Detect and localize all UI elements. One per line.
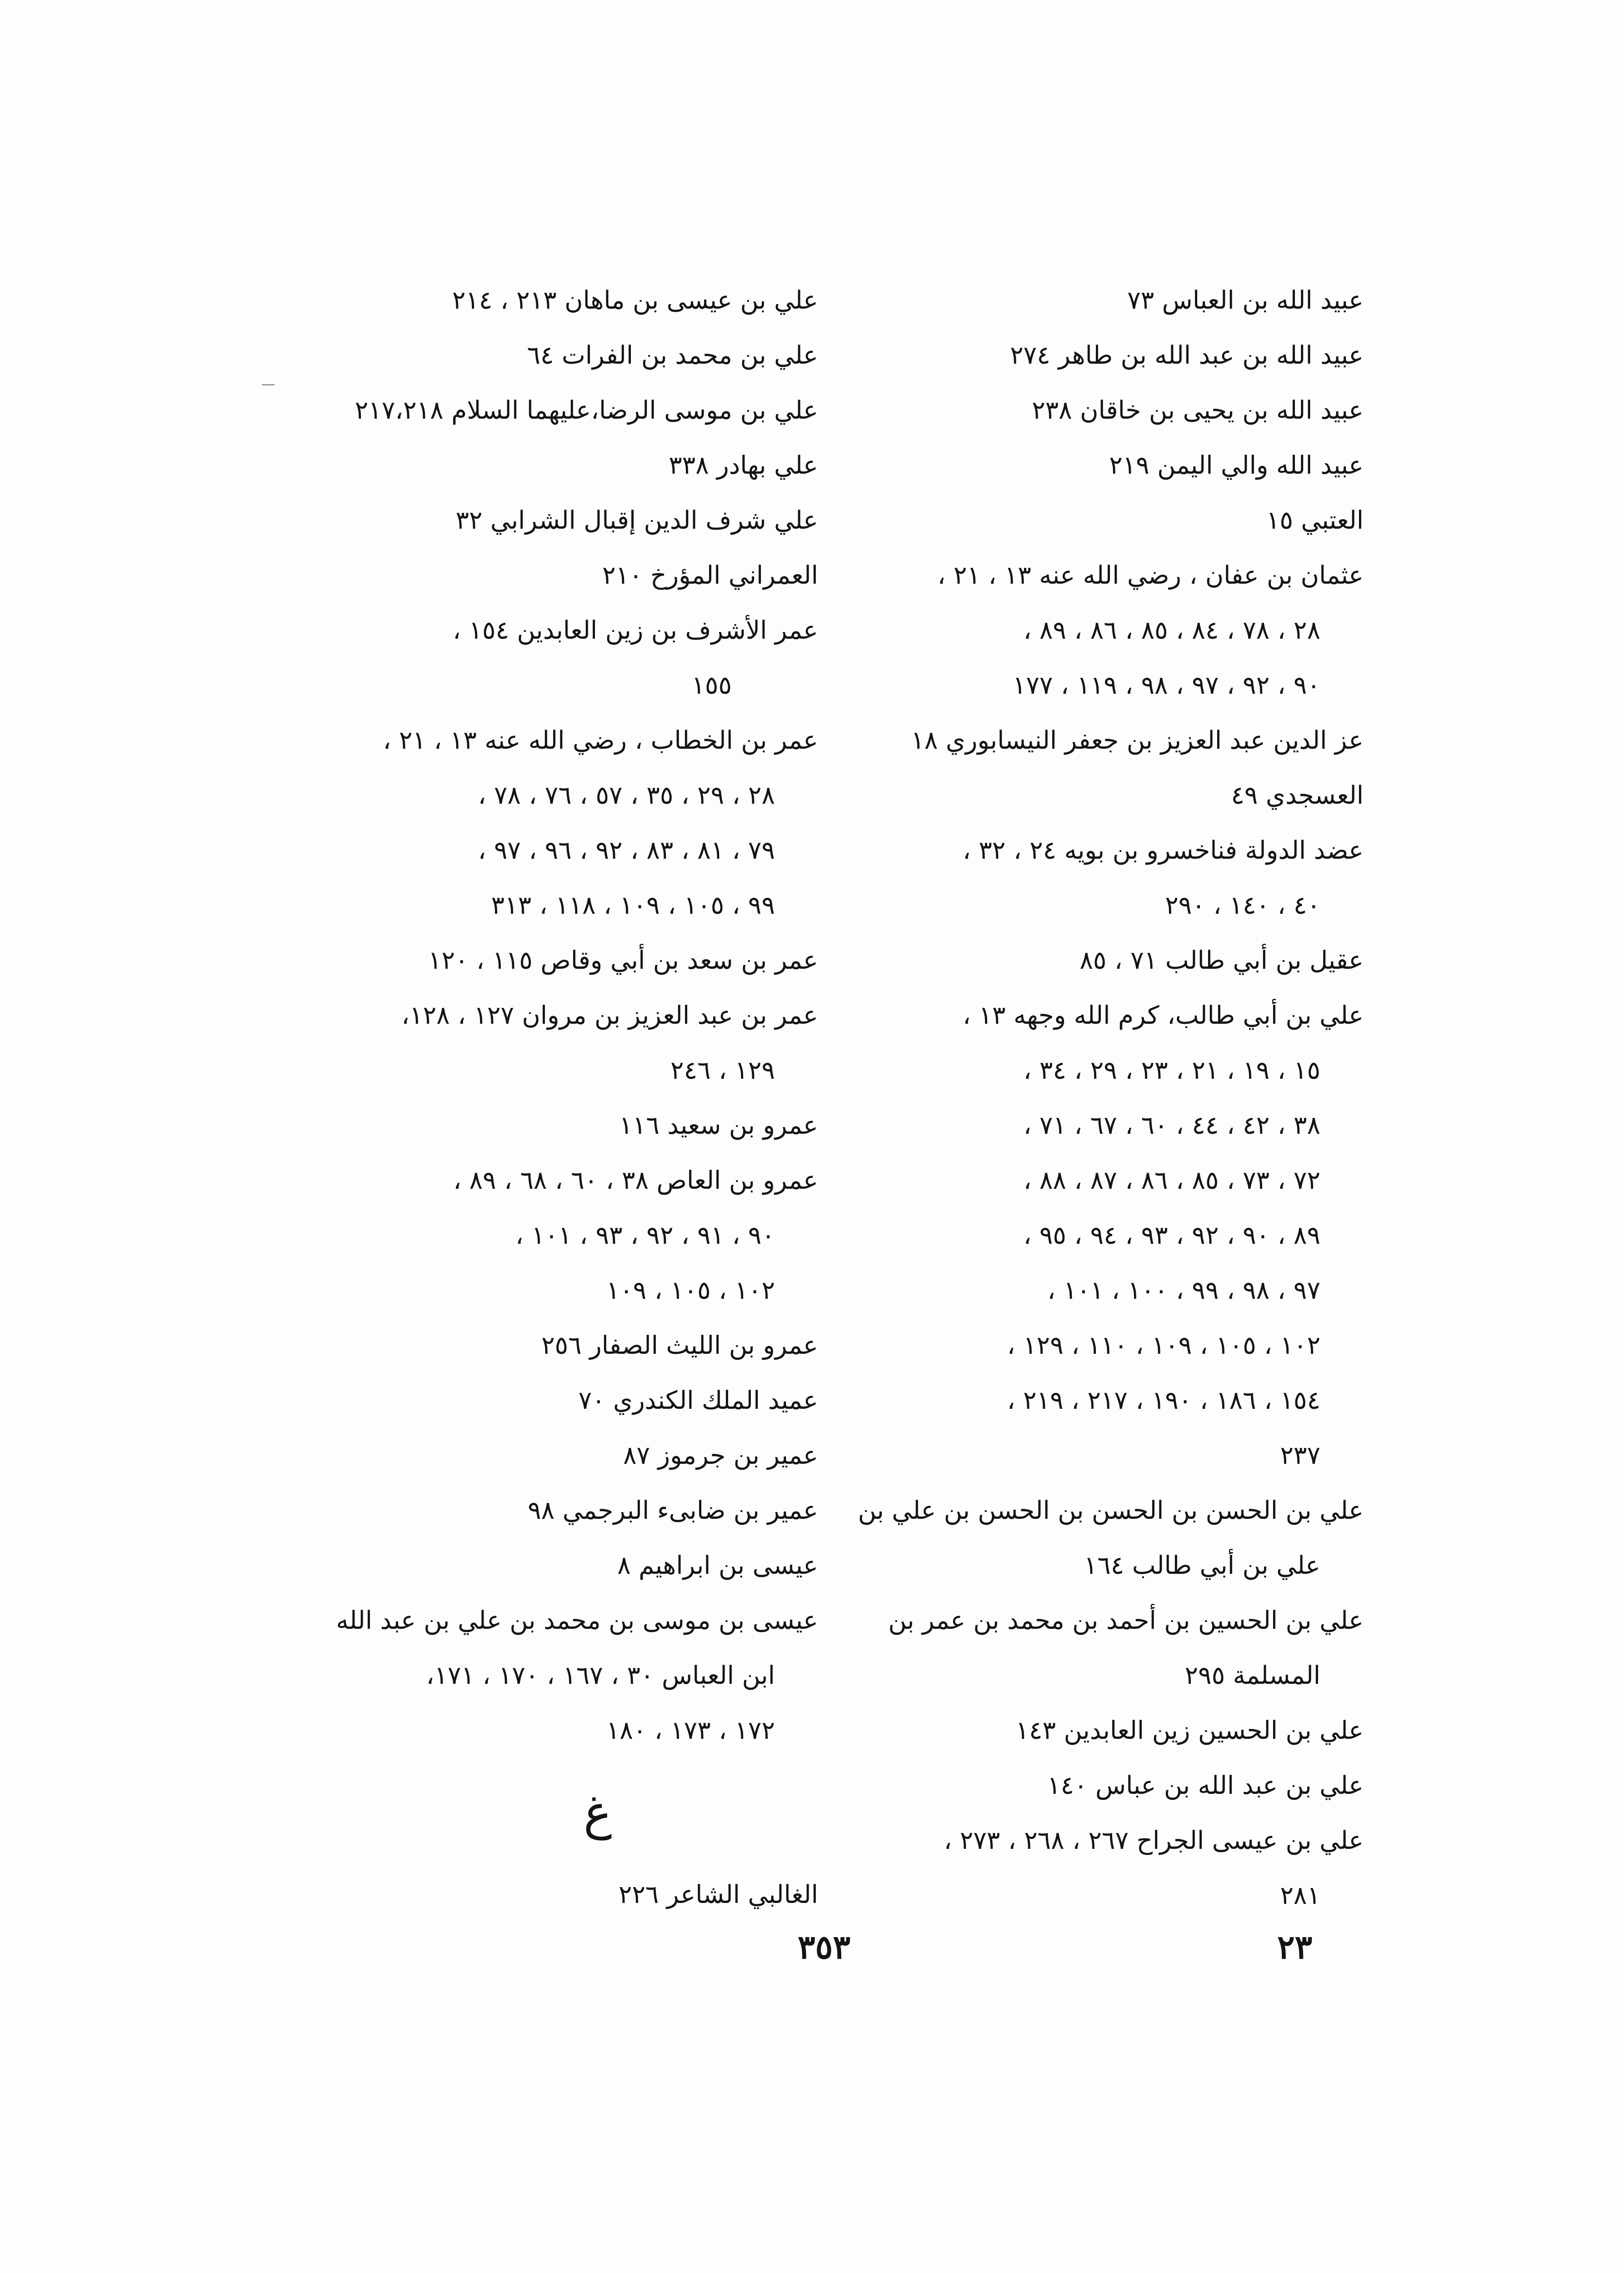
index-entry: علي بن أبي طالب ١٦٤	[1084, 1551, 1320, 1580]
index-entry: ٤٠ ، ١٤٠ ، ٢٩٠	[1165, 891, 1320, 920]
index-entry: عمر بن عبد العزيز بن مروان ١٢٧ ، ١٢٨،	[401, 1001, 818, 1030]
index-entry: عمير بن ضابىء البرجمي ٩٨	[528, 1496, 818, 1525]
index-entry: علي بهادر ٣٣٨	[669, 451, 818, 480]
index-entry: علي بن محمد بن الفرات ٦٤	[527, 340, 818, 370]
index-entry: عمر بن سعد بن أبي وقاص ١١٥ ، ١٢٠	[428, 946, 818, 975]
index-entry: ٣٨ ، ٤٢ ، ٤٤ ، ٦٠ ، ٦٧ ، ٧١ ،	[1023, 1111, 1320, 1140]
index-entry: ٧٩ ، ٨١ ، ٨٣ ، ٩٢ ، ٩٦ ، ٩٧ ،	[478, 836, 775, 865]
index-entry: ١٥٤ ، ١٨٦ ، ١٩٠ ، ٢١٧ ، ٢١٩ ،	[1007, 1386, 1320, 1415]
index-entry: ١٠٢ ، ١٠٥ ، ١٠٩	[606, 1276, 775, 1305]
index-column-right	[858, 273, 1364, 1923]
index-entry: عمر الأشرف بن زين العابدين ١٥٤ ،	[453, 616, 818, 645]
index-entry: عيسى بن موسى بن محمد بن علي بن عبد الله	[336, 1606, 818, 1635]
index-entry: عمرو بن العاص ٣٨ ، ٦٠ ، ٦٨ ، ٨٩ ،	[453, 1166, 818, 1195]
index-entry: العتبي ١٥	[1266, 506, 1364, 535]
index-entry: عبيد الله والي اليمن ٢١٩	[1109, 451, 1364, 480]
margin-mark	[262, 384, 275, 386]
index-entry: عضد الدولة فناخسرو بن بويه ٢٤ ، ٣٢ ،	[963, 836, 1364, 865]
index-entry: علي بن أبي طالب، كرم الله وجهه ١٣ ،	[963, 1001, 1364, 1030]
index-entry: ٩٩ ، ١٠٥ ، ١٠٩ ، ١١٨ ، ٣١٣	[491, 891, 775, 920]
index-entry: ٩٠ ، ٩٢ ، ٩٧ ، ٩٨ ، ١١٩ ، ١٧٧	[1012, 671, 1320, 700]
index-entry: عمير بن جرموز ٨٧	[623, 1441, 818, 1470]
index-entry: علي بن عيسى الجراح ٢٦٧ ، ٢٦٨ ، ٢٧٣ ،	[944, 1826, 1364, 1855]
index-entry: عبيد الله بن العباس ٧٣	[1127, 285, 1364, 315]
index-entry: ٢٨١	[1280, 1881, 1320, 1910]
section-heading-ghain: غ	[583, 1785, 612, 1840]
index-entry: ٢٣٧	[1280, 1441, 1320, 1470]
index-entry: الغالبي الشاعر ٢٢٦	[618, 1880, 818, 1909]
index-entry: عز الدين عبد العزيز بن جعفر النيسابوري ١٨	[911, 726, 1364, 755]
index-entry: عبيد الله بن يحيى بن خاقان ٢٣٨	[1032, 396, 1364, 425]
index-entry: علي شرف الدين إقبال الشرابي ٣٢	[455, 506, 818, 535]
index-entry: عقيل بن أبي طالب ٧١ ، ٨٥	[1079, 946, 1364, 975]
index-column-left	[314, 273, 818, 1922]
index-entries-ain	[314, 273, 818, 1758]
index-entry: العسجدي ٤٩	[1231, 781, 1364, 810]
page-number: ٣٥٣	[798, 1928, 851, 1966]
index-entry: علي بن عبد الله بن عباس ١٤٠	[1047, 1771, 1364, 1800]
index-entry: ٢٨ ، ٢٩ ، ٣٥ ، ٥٧ ، ٧٦ ، ٧٨ ،	[478, 781, 775, 810]
index-entry: عميد الملك الكندري ٧٠	[578, 1386, 818, 1415]
index-entry: علي بن الحسين بن أحمد بن محمد بن عمر بن	[888, 1606, 1364, 1635]
index-entry: علي بن الحسين زين العابدين ١٤٣	[1015, 1716, 1364, 1745]
index-entry: عيسى بن ابراهيم ٨	[617, 1551, 818, 1580]
index-entry: عمرو بن سعيد ١١٦	[619, 1111, 818, 1140]
index-entry: علي بن عيسى بن ماهان ٢١٣ ، ٢١٤	[452, 285, 818, 315]
index-entry: عمر بن الخطاب ، رضي الله عنه ١٣ ، ٢١ ،	[383, 726, 818, 755]
index-entry: علي بن موسى الرضا،عليهما السلام ٢١٧،٢١٨	[355, 396, 818, 425]
index-entry: ١٠٢ ، ١٠٥ ، ١٠٩ ، ١١٠ ، ١٢٩ ،	[1007, 1331, 1320, 1360]
index-entry: ٩٧ ، ٩٨ ، ٩٩ ، ١٠٠ ، ١٠١ ،	[1047, 1276, 1320, 1305]
index-entry: المسلمة ٢٩٥	[1184, 1661, 1320, 1690]
index-entry: ٧٢ ، ٧٣ ، ٨٥ ، ٨٦ ، ٨٧ ، ٨٨ ،	[1023, 1166, 1320, 1195]
index-entry: ١٢٩ ، ٢٤٦	[670, 1056, 775, 1085]
index-entry: ١٧٢ ، ١٧٣ ، ١٨٠	[606, 1716, 775, 1745]
index-entries-ghain	[314, 1867, 818, 1922]
index-entry: ٨٩ ، ٩٠ ، ٩٢ ، ٩٣ ، ٩٤ ، ٩٥ ،	[1023, 1221, 1320, 1250]
index-entry: ١٥ ، ١٩ ، ٢١ ، ٢٣ ، ٢٩ ، ٣٤ ،	[1023, 1056, 1320, 1085]
footer-signature-number: ٢٣	[1277, 1928, 1313, 1966]
index-entry: علي بن الحسن بن الحسن بن الحسن بن علي بن	[858, 1496, 1364, 1525]
index-entry: عمرو بن الليث الصفار ٢٥٦	[541, 1331, 818, 1360]
index-entry: ٩٠ ، ٩١ ، ٩٢ ، ٩٣ ، ١٠١ ،	[515, 1221, 775, 1250]
index-entry: العمراني المؤرخ ٢١٠	[602, 561, 818, 590]
index-entry: ابن العباس ٣٠ ، ١٦٧ ، ١٧٠ ، ١٧١،	[426, 1661, 775, 1690]
index-entry: عثمان بن عفان ، رضي الله عنه ١٣ ، ٢١ ،	[937, 561, 1364, 590]
index-entry: عبيد الله بن عبد الله بن طاهر ٢٧٤	[1010, 340, 1364, 370]
index-entry: ١٥٥	[691, 671, 732, 700]
index-entry: ٢٨ ، ٧٨ ، ٨٤ ، ٨٥ ، ٨٦ ، ٨٩ ،	[1023, 616, 1320, 645]
